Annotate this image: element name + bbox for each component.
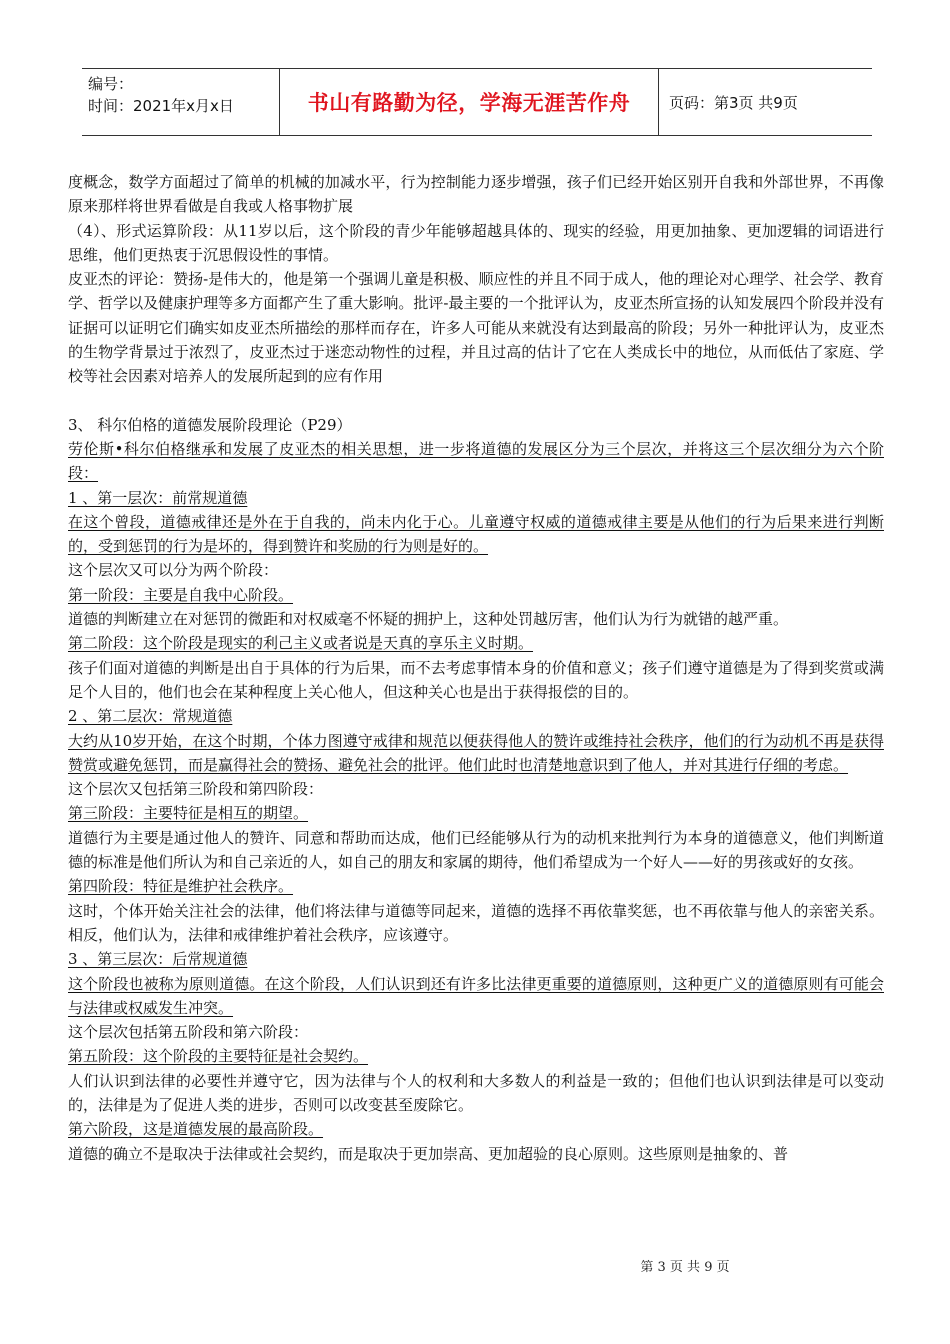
paragraph: 道德的判断建立在对惩罚的微距和对权威毫不怀疑的拥护上，这种处罚越厉害，他们认为行为就错的越严重。 — [68, 610, 789, 629]
paragraph-underlined: 这个阶段也被称为原则道德。在这个阶段，人们认识到还有许多比法律更重要的道德原则，这种更广义的道德原则有可能会与法律或权威发生冲突。 — [68, 974, 884, 1017]
subheading-underlined: 3 、第三层次：后常规道德 — [68, 950, 248, 969]
document-body — [68, 170, 884, 1166]
page-footer: 第 3 页 共 9 页 — [640, 1260, 730, 1275]
paragraph: 这时，个体开始关注社会的法律，他们将法律与道德等同起来，道德的选择不再依靠奖惩，也不再依靠与他人的亲密关系。相反，他们认为，法律和戒律维护着社会秩序，应该遵守。 — [68, 901, 884, 944]
header-motto: 书山有路勤为径，学海无涯苦作舟 — [280, 69, 659, 135]
subheading-underlined: 2 、第二层次：常规道德 — [68, 707, 233, 726]
paragraph: 道德的确立不是取决于法律或社会契约，而是取决于更加崇高、更加超验的良心原则。这些原则是抽象的、普 — [68, 1144, 789, 1163]
stage-heading: 第三阶段：主要特征是相互的期望。 — [68, 804, 309, 823]
paragraph: 皮亚杰的评论：赞扬-是伟大的，他是第一个强调儿童是积极、顺应性的并且不同于成人，他的理论对心理学、社会学、教育学、哲学以及健康护理等多方面都产生了重大影响。批评-最主要的一个批评认为，皮亚杰所宣扬的认知发展四个阶段并没有证据可以证明它们确实如皮亚杰所描绘的那样而存在，许多人可能从来就没有达到最高的阶段；另外一种批评认为，皮亚杰的生物学背景过于浓烈了，皮亚杰过于迷恋动物性的过程，并且过高的估计了它在人类成长中的地位，从而低估了家庭、学校等社会因素对培养人的发展所起到的应有作用 — [68, 270, 884, 386]
paragraph-underlined: 大约从10岁开始，在这个时期，个体力图遵守戒律和规范以便获得他人的赞许或维持社会秩序，他们的行为动机不再是获得赞赏或避免惩罚，而是赢得社会的赞扬、避免社会的批评。他们此时也清楚地意识到了他人，并对其进行仔细的考虑。 — [68, 731, 884, 774]
stage-heading: 第二阶段：这个阶段是现实的利己主义或者说是天真的享乐主义时期。 — [68, 634, 534, 653]
paragraph: 这个层次又可以分为两个阶段： — [68, 561, 279, 580]
section-heading: 3、 科尔伯格的道德发展阶段理论（P29） — [68, 415, 352, 434]
paragraph: 这个层次又包括第三阶段和第四阶段： — [68, 780, 324, 799]
paragraph-underlined: 劳伦斯•科尔伯格继承和发展了皮亚杰的相关思想，进一步将道德的发展区分为三个层次，并将这三个层次细分为六个阶段： — [68, 439, 884, 483]
subheading-underlined: 1 、第一层次：前常规道德 — [68, 488, 248, 507]
paragraph-underlined: 在这个曾段，道德戒律还是外在于自我的，尚未内化于心。儿童遵守权威的道德戒律主要是从他们的行为后果来进行判断的，受到惩罚的行为是坏的，得到赞许和奖励的行为则是好的。 — [68, 512, 884, 556]
time-label: 时间：2021年x月x日 — [88, 97, 234, 115]
header-page-code: 页码：第3页 共9页 — [669, 93, 798, 112]
spacer — [68, 389, 884, 413]
paragraph: 孩子们面对道德的判断是出自于具体的行为后果，而不去考虑事情本身的价值和意义；孩子们遵守道德是为了得到奖赏或满足个人目的，他们也会在某种程度上关心他人，但这种关心也是出于获得报偿的目的。 — [68, 658, 884, 701]
paragraph: 度概念，数学方面超过了简单的机械的加减水平，行为控制能力逐步增强，孩子们已经开始区别开自我和外部世界，不再像原来那样将世界看做是自我或人格事物扩展 — [68, 173, 884, 216]
header-meta — [82, 69, 280, 135]
stage-heading: 第五阶段：这个阶段的主要特征是社会契约。 — [68, 1047, 369, 1066]
stage-heading: 第六阶段，这是道德发展的最高阶段。 — [68, 1120, 324, 1139]
paragraph: 这个层次包括第五阶段和第六阶段： — [68, 1023, 309, 1042]
paragraph: 道德行为主要是通过他人的赞许、同意和帮助而达成，他们已经能够从行为的动机来批判行为本身的道德意义，他们判断道德的标准是他们所认为和自己亲近的人，如自己的朋友和家属的期待，他们希望成为一个好人——好的男孩或好的女孩。 — [68, 828, 884, 872]
number-label: 编号： — [88, 75, 134, 93]
stage-heading: 第四阶段：特征是维护社会秩序。 — [68, 877, 294, 896]
paragraph: （4）、形式运算阶段：从11岁以后，这个阶段的青少年能够超越具体的、现实的经验，用更加抽象、更加逻辑的词语进行思维，他们更热衷于沉思假设性的事情。 — [68, 221, 884, 264]
paragraph: 人们认识到法律的必要性并遵守它，因为法律与个人的权利和大多数人的利益是一致的；但他们也认识到法律是可以变动的，法律是为了促进人类的进步，否则可以改变甚至废除它。 — [68, 1071, 884, 1114]
stage-heading: 第一阶段：主要是自我中心阶段。 — [68, 585, 294, 604]
document-header — [82, 68, 872, 136]
